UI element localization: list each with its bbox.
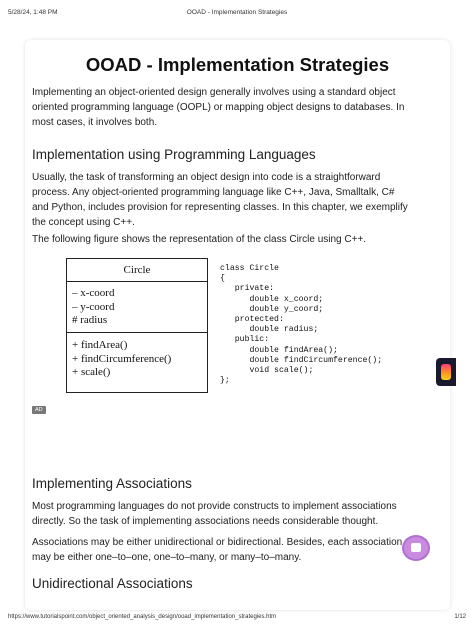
code-line: protected: (220, 315, 284, 325)
code-line: { (220, 274, 225, 284)
page-title: OOAD - Implementation Strategies (85, 54, 390, 75)
uml-attribute: – y-coord (72, 300, 115, 313)
code-line: void scale(); (220, 366, 314, 376)
intro-paragraph: Implementing an object-oriented design generally involves using a standard object oriented programming language (OOPL) or mapping object designs to databases. In most cases, it involves both. (32, 87, 405, 128)
article-card (25, 40, 450, 610)
section1-paragraph-2: The following figure shows the representation of the class Circle using C++. (32, 234, 367, 245)
uml-class-diagram (66, 258, 208, 393)
code-line: }; (220, 376, 230, 386)
section1-paragraph-1: Usually, the task of transforming an object design into code is a straightforward process. Any object-oriented programming language like C++, Java, Smalltalk, C# and Python, includes provision for representing classes. In this chapter, we exemplify the concept using C++. (32, 172, 408, 228)
code-line: double findCircumference(); (220, 355, 383, 365)
code-line: double radius; (220, 325, 319, 335)
code-line: double y_coord; (220, 304, 324, 314)
section-heading-unidirectional: Unidirectional Associations (32, 576, 193, 591)
uml-operations (67, 333, 207, 380)
uml-class-name: Circle (67, 259, 207, 282)
uml-attribute: – x-coord (72, 287, 115, 299)
app-logo-icon (441, 364, 451, 380)
section-heading-programming-languages: Implementation using Programming Languages (32, 147, 316, 162)
code-line: double x_coord; (220, 294, 324, 304)
section2-paragraph-1: Most programming languages do not provide constructs to implement associations directly. So the task of implementing associations needs considerable thought. (32, 501, 397, 527)
uml-operation: + findCircumference() (72, 352, 172, 365)
code-line: private: (220, 284, 275, 294)
chat-icon (411, 543, 421, 552)
code-line: class Circle (220, 264, 279, 273)
uml-attributes (67, 282, 207, 333)
print-page-title: OOAD - Implementation Strategies (186, 9, 288, 16)
section2-paragraph-2: Associations may be either unidirectional or bidirectional. Besides, each association may be either one–to–one, one–to–many, or many–to–many. (32, 537, 403, 563)
code-line: double findArea(); (220, 345, 338, 355)
side-widget-button[interactable] (436, 358, 456, 386)
uml-attribute: # radius (72, 314, 108, 326)
code-line: public: (220, 335, 270, 345)
chat-button[interactable] (404, 537, 428, 559)
ad-badge[interactable]: AD (32, 406, 46, 414)
print-page-number: 1/12 (454, 614, 466, 620)
section-heading-associations: Implementing Associations (32, 476, 192, 491)
uml-operation: + findArea() (72, 339, 128, 351)
uml-operation: + scale() (72, 366, 111, 378)
print-url: https://www.tutorialspoint.com/object_oriented_analysis_design/ooad_implementation_strategies.htm (8, 614, 277, 620)
code-listing (220, 264, 382, 386)
print-datetime: 5/28/24, 1:48 PM (8, 9, 58, 16)
